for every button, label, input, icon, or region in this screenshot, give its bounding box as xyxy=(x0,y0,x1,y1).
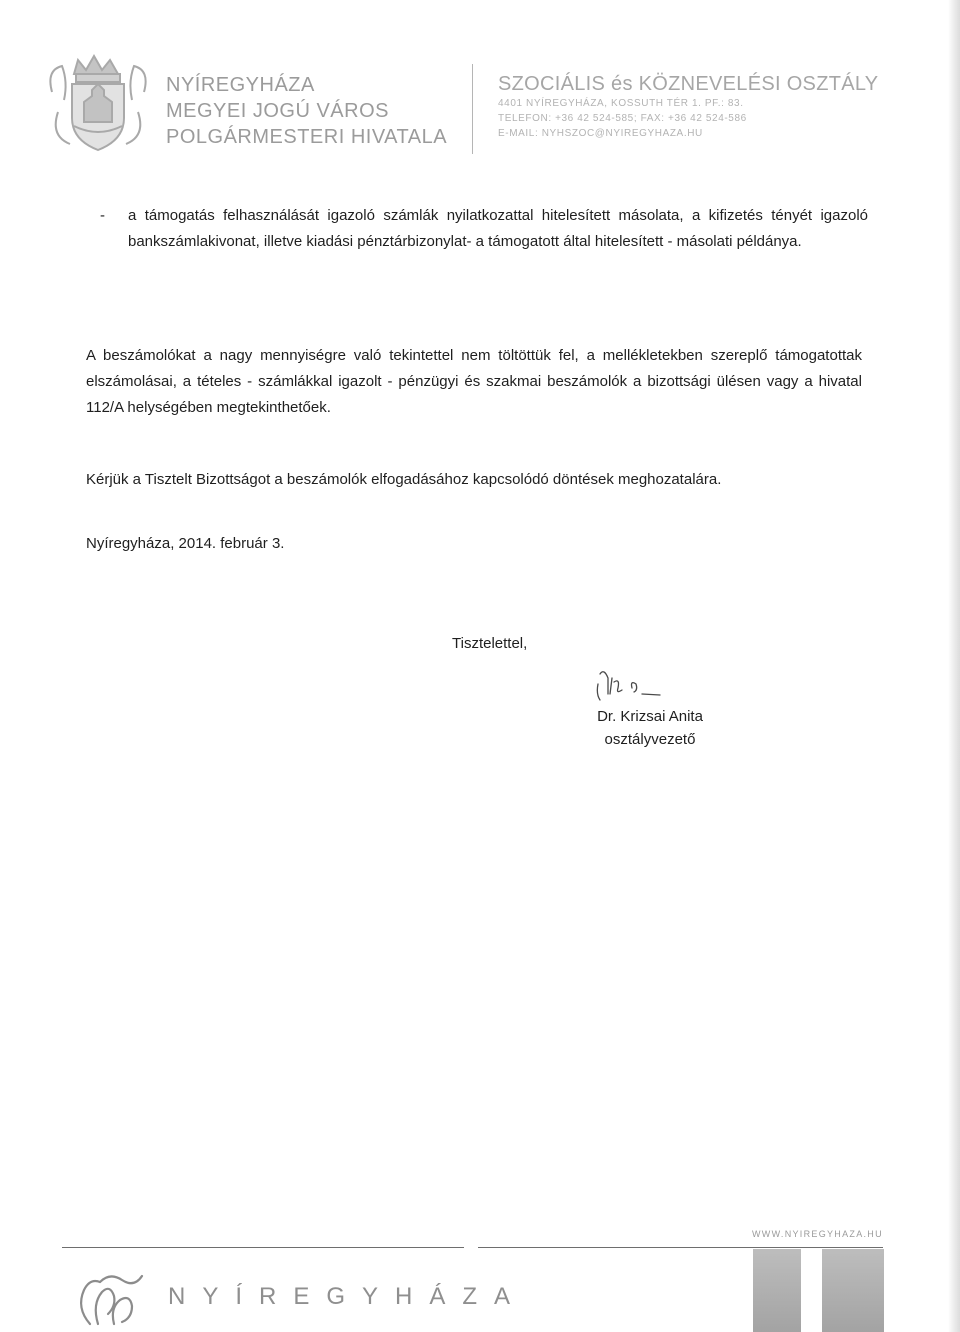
city-name-block xyxy=(166,72,447,150)
city-name-line-2: MEGYEI JOGÚ VÁROS xyxy=(166,100,389,122)
report-paragraph: A beszámolókat a nagy mennyiségre való tekintettel nem töltöttük fel, a mellékletekben szereplő támogatottak elszámolásai, a tételes - számlákkal igazolt - pénzügyi és szakmai beszámolók a bizottsági ülésen vagy a hivatal 112/A helységében megtekinthetőek. xyxy=(86,347,862,416)
signer-title: osztályvezető xyxy=(604,731,696,748)
closing-greeting: Tisztelettel, xyxy=(452,635,528,652)
bullet-dash: - xyxy=(100,207,105,224)
department-email: E-MAIL: NYHSZOC@NYIREGYHAZA.HU xyxy=(498,128,703,139)
coat-of-arms-icon xyxy=(44,52,152,156)
footer-rule-right xyxy=(478,1247,883,1248)
city-name-line-1: NYÍREGYHÁZA xyxy=(166,74,315,96)
page-edge-shadow xyxy=(948,0,960,1332)
department-phone: TELEFON: +36 42 524-585; FAX: +36 42 524-586 xyxy=(498,113,747,124)
bullet-item-text: a támogatás felhasználását igazoló számlák nyilatkozattal hitelesített másolata, a kifizetés tényét igazoló bankszámlakivonat, illetve kiadási pénztárbizonylat- a támogatott által hitelesített - másolati példánya. xyxy=(128,207,868,250)
request-sentence: Kérjük a Tisztelt Bizottságot a beszámolók elfogadásához kapcsolódó döntések meghozatalára. xyxy=(86,471,722,488)
department-address: 4401 NYÍREGYHÁZA, KOSSUTH TÉR 1. PF.: 83. xyxy=(498,98,744,109)
date-line: Nyíregyháza, 2014. február 3. xyxy=(86,535,285,552)
department-name: SZOCIÁLIS és KÖZNEVELÉSI OSZTÁLY xyxy=(498,73,879,95)
signer-name: Dr. Krizsai Anita xyxy=(597,708,703,725)
footer-gray-bar-2 xyxy=(822,1249,884,1332)
header-divider xyxy=(472,64,473,154)
city-name-line-3: POLGÁRMESTERI HIVATALA xyxy=(166,126,448,148)
nyiregyhaza-logo-icon xyxy=(70,1262,152,1332)
footer-rule-left xyxy=(62,1247,464,1248)
handwritten-signature xyxy=(590,664,664,706)
footer-city-name: NYÍREGYHÁZA xyxy=(168,1283,528,1310)
footer-gray-bar-1 xyxy=(753,1249,801,1332)
department-block xyxy=(498,72,878,141)
footer-website: WWW.NYIREGYHAZA.HU xyxy=(752,1229,883,1239)
